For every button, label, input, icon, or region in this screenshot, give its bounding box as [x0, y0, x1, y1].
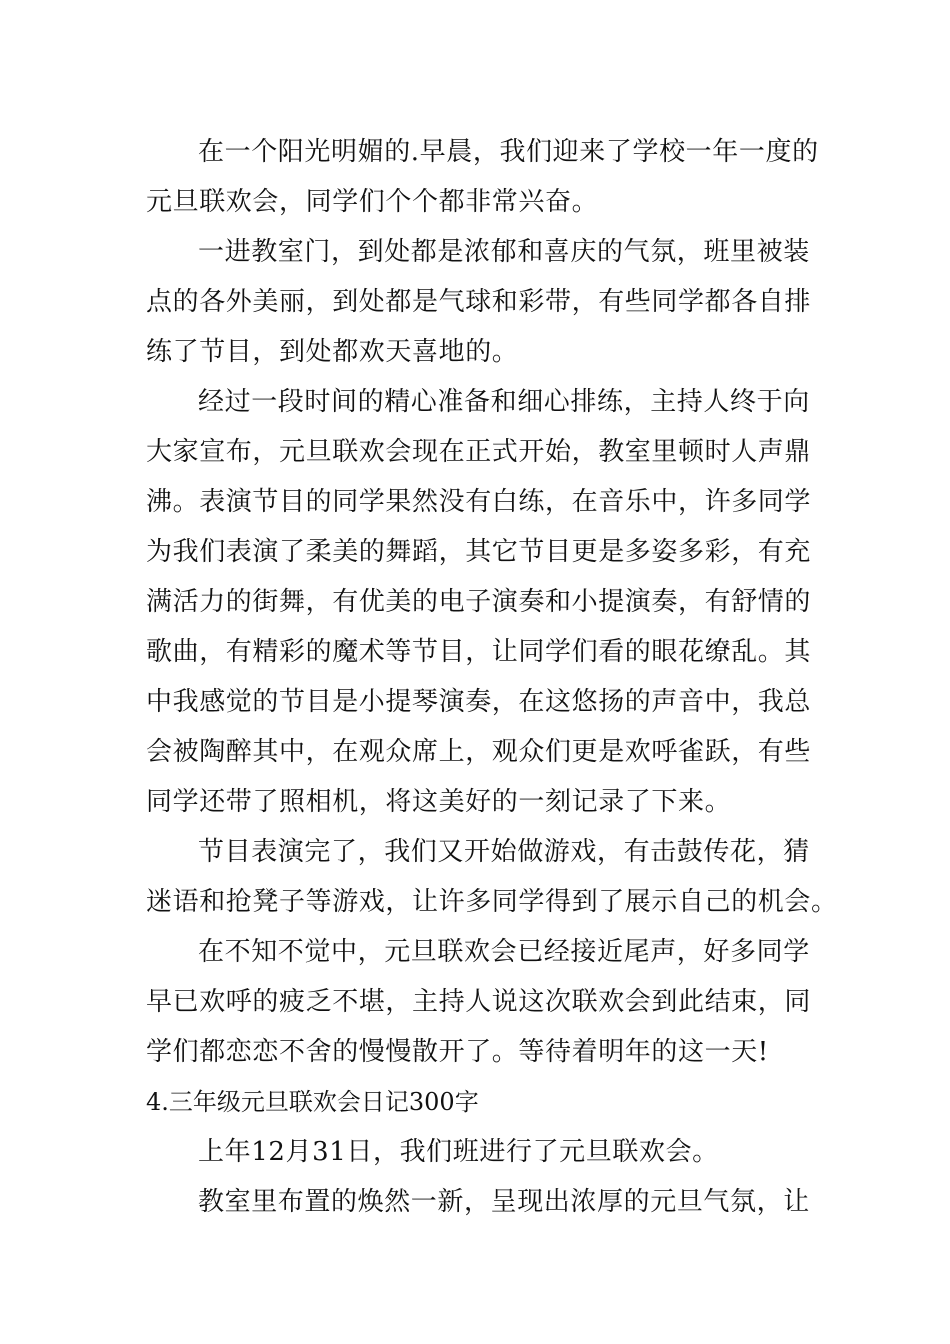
paragraph: [146, 1127, 806, 1177]
text-line: 点的各外美丽，到处都是气球和彩带，有些同学都各自排: [146, 287, 812, 317]
text-line: 经过一段时间的精心准备和细心排练，主持人终于向: [198, 387, 810, 417]
text-line: 早已欢呼的疲乏不堪，主持人说这次联欢会到此结束，同: [146, 987, 812, 1017]
paragraph: [146, 127, 819, 227]
paragraph: [146, 377, 812, 827]
text-line: 会被陶醉其中，在观众席上，观众们更是欢呼雀跃，有些: [146, 737, 812, 767]
text-line: 一进教室门，到处都是浓郁和喜庆的气氛，班里被装: [198, 237, 810, 267]
text-line: 节目表演完了，我们又开始做游戏，有击鼓传花，猜: [198, 837, 810, 867]
text-line: 大家宣布，元旦联欢会现在正式开始，教室里顿时人声鼎: [146, 437, 812, 467]
text-line: 在不知不觉中，元旦联欢会已经接近尾声，好多同学: [198, 937, 810, 967]
section-heading: 4.三年级元旦联欢会日记300字: [146, 1088, 479, 1116]
text-line: 歌曲，有精彩的魔术等节目，让同学们看的眼花缭乱。其: [146, 637, 812, 667]
paragraph: [146, 1177, 810, 1227]
text-line: 迷语和抢凳子等游戏，让许多同学得到了展示自己的机会。: [146, 887, 838, 917]
text-line: 上年12月31日，我们班进行了元旦联欢会。: [198, 1137, 719, 1167]
text-line: 同学还带了照相机，将这美好的一刻记录了下来。: [146, 787, 732, 817]
text-line: 元旦联欢会，同学们个个都非常兴奋。: [146, 187, 599, 217]
text-line: 为我们表演了柔美的舞蹈，其它节目更是多姿多彩，有充: [146, 537, 812, 567]
text-line: 学们都恋恋不舍的慢慢散开了。等待着明年的这一天!: [146, 1037, 769, 1067]
text-line: 中我感觉的节目是小提琴演奏，在这悠扬的声音中，我总: [146, 687, 812, 717]
text-line: 满活力的街舞，有优美的电子演奏和小提演奏，有舒情的: [146, 587, 812, 617]
text-line: 练了节目，到处都欢天喜地的。: [146, 337, 519, 367]
text-line: 教室里布置的焕然一新，呈现出浓厚的元旦气氛，让: [198, 1187, 810, 1217]
paragraph: [146, 927, 812, 1077]
paragraph: [146, 227, 812, 377]
text-line: 沸。表演节目的同学果然没有白练，在音乐中，许多同学: [146, 487, 812, 517]
document-body: [146, 127, 838, 1227]
paragraph: [146, 827, 838, 927]
text-line: 在一个阳光明媚的.早晨，我们迎来了学校一年一度的: [198, 137, 819, 167]
